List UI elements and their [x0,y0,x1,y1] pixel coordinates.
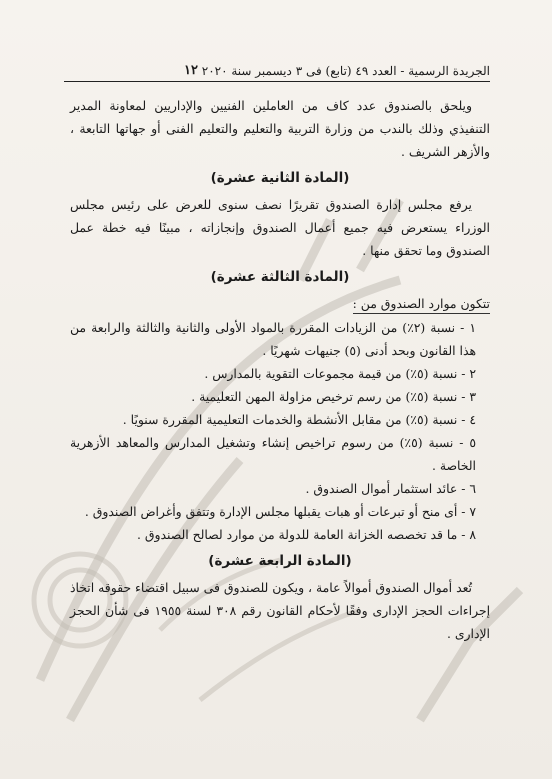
article-12-heading: (المادة الثانية عشرة) [210,170,350,186]
article-12-text: يرفع مجلس إدارة الصندوق تقريرًا نصف سنوى للعرض على رئيس مجلس الوزراء يستعرض فيه جميع أعمال الصندوق وإنجازاته ، مبينًا فيه خطة عمل الصندوق وما تحقق منها . [70,197,490,258]
resource-item-5: ٥ - نسبة (٥٪) من رسوم تراخيص إنشاء وتشغيل المدارس والمعاهد الأزهرية الخاصة . [70,435,476,473]
article-13-heading: (المادة الثالثة عشرة) [210,269,350,285]
resource-item-7: ٧ - أى منح أو تبرعات أو هبات يقبلها مجلس الإدارة وتتفق وأغراض الصندوق . [84,504,476,519]
article-14-heading: (المادة الرابعة عشرة) [208,553,352,569]
page-number: ١٢ [184,63,198,78]
resource-item-2: ٢ - نسبة (٥٪) من قيمة مجموعات التقوية بالمدارس . [204,366,476,381]
resource-item-6: ٦ - عائد استثمار أموال الصندوق . [305,481,476,496]
header-divider [64,81,490,82]
intro-paragraph: ويلحق بالصندوق عدد كاف من العاملين الفنيين والإداريين لمعاونة المدير التنفيذي وذلك بالندب من وزارة التربية والتعليم والتعليم الفنى أو جهاتها التابعة ، والأزهر الشريف . [70,98,490,159]
resource-item-1: ١ - نسبة (٢٪) من الزيادات المقررة بالمواد الأولى والثانية والثالثة والرابعة من هذا القانون وبحد أدنى (٥) جنيهات شهريًا . [70,320,476,358]
article-13-intro: تتكون موارد الصندوق من : [353,295,490,314]
resource-item-4: ٤ - نسبة (٥٪) من مقابل الأنشطة والخدمات التعليمية المقررة سنويًا . [122,412,476,427]
document-body [70,94,490,645]
article-14-text: تُعد أموال الصندوق أموالاً عامة ، ويكون للصندوق فى سبيل اقتضاء حقوقه اتخاذ إجراءات الحجز الإدارى وفقًا لأحكام القانون رقم ٣٠٨ لسنة ١٩٥٥ فى شأن الحجز الإدارى . [70,580,491,641]
running-title: الجريدة الرسمية - العدد ٤٩ (تابع) فى ٣ ديسمبر سنة ٢٠٢٠ [201,64,490,78]
resource-item-8: ٨ - ما قد تخصصه الخزانة العامة للدولة من موارد لصالح الصندوق . [136,527,476,542]
article-13-intro-wrap [70,292,490,316]
resource-item-3: ٣ - نسبة (٥٪) من رسم ترخيص مزاولة المهن التعليمية . [191,389,476,404]
page-header [64,58,490,78]
